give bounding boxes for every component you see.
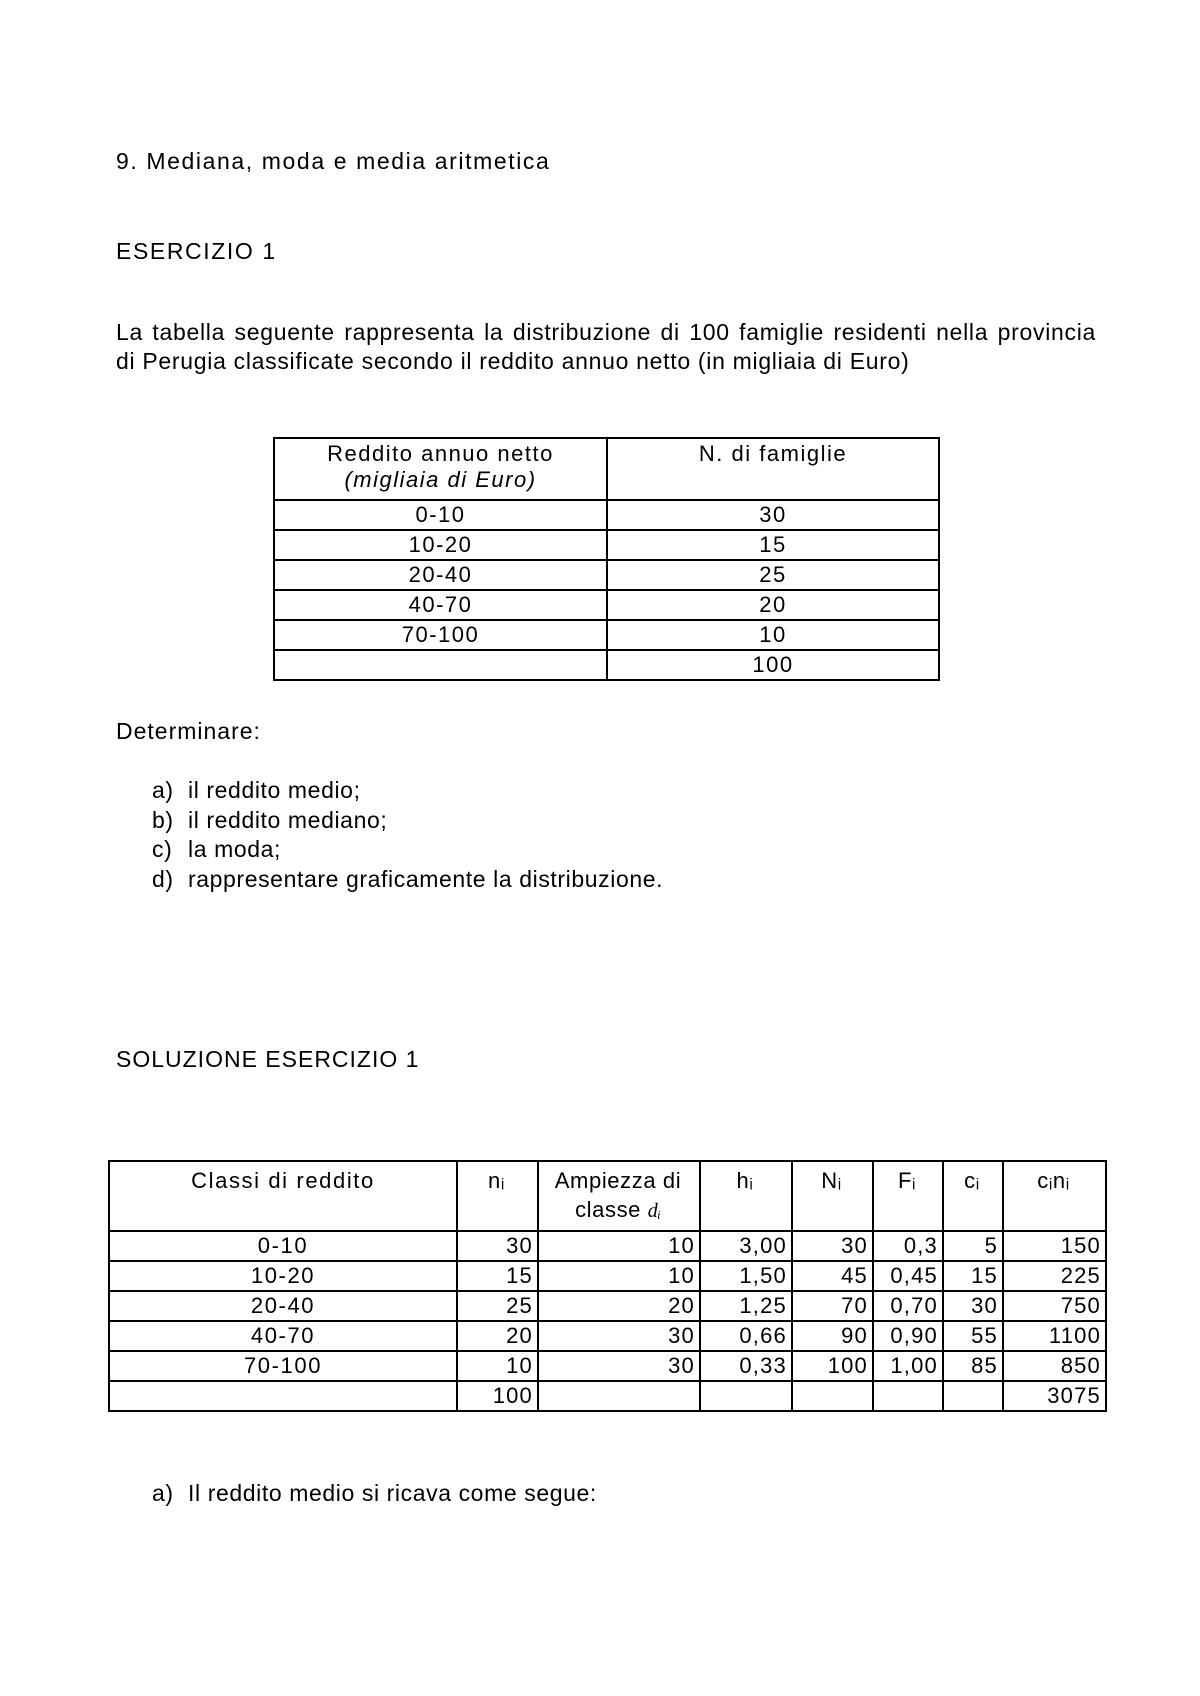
income-class-cell: 0-10 <box>274 500 607 530</box>
solution-table <box>108 1160 1107 1412</box>
Ni-cell: 70 <box>792 1291 873 1321</box>
income-class-cell: 0-10 <box>109 1231 457 1261</box>
class-width-cell: 10 <box>538 1261 700 1291</box>
list-item-letter: c) <box>152 836 173 862</box>
ci-cell <box>943 1381 1003 1411</box>
family-count-cell: 15 <box>607 530 939 560</box>
income-class-cell <box>274 650 607 680</box>
list-item-text: la moda; <box>188 836 282 862</box>
table-row <box>109 1381 1106 1411</box>
income-class-cell: 20-40 <box>109 1291 457 1321</box>
cini-cell: 1100 <box>1003 1321 1106 1351</box>
family-count-cell: 25 <box>607 560 939 590</box>
table-header-row <box>274 438 939 500</box>
ci-cell: 85 <box>943 1351 1003 1381</box>
table-row <box>274 590 939 620</box>
hi-cell: 1,25 <box>700 1291 792 1321</box>
Fi-cell: 0,90 <box>873 1321 943 1351</box>
header-class-width-line2: classe <box>575 1197 642 1222</box>
cini-cell: 750 <box>1003 1291 1106 1321</box>
ci-cell: 30 <box>943 1291 1003 1321</box>
ni-cell: 15 <box>457 1261 538 1291</box>
Ni-cell: 30 <box>792 1231 873 1261</box>
header-families: N. di famiglie <box>607 438 939 500</box>
family-count-cell: 30 <box>607 500 939 530</box>
ni-cell: 10 <box>457 1351 538 1381</box>
table-row <box>274 530 939 560</box>
class-width-cell: 30 <box>538 1321 700 1351</box>
table-row <box>274 650 939 680</box>
Fi-cell: 0,45 <box>873 1261 943 1291</box>
cini-cell: 150 <box>1003 1231 1106 1261</box>
income-class-cell: 70-100 <box>109 1351 457 1381</box>
class-width-cell: 20 <box>538 1291 700 1321</box>
intro-paragraph: La tabella seguente rappresenta la distribuzione di 100 famiglie residenti nella provincia di Perugia classificate secondo il reddito annuo netto (in migliaia di Euro) <box>116 319 1096 374</box>
income-class-cell: 10-20 <box>109 1261 457 1291</box>
hi-cell: 0,33 <box>700 1351 792 1381</box>
ni-cell: 100 <box>457 1381 538 1411</box>
income-class-cell: 20-40 <box>274 560 607 590</box>
income-class-cell: 70-100 <box>274 620 607 650</box>
Ni-cell: 90 <box>792 1321 873 1351</box>
income-class-cell: 10-20 <box>274 530 607 560</box>
hi-cell: 1,50 <box>700 1261 792 1291</box>
ci-cell: 55 <box>943 1321 1003 1351</box>
ni-cell: 20 <box>457 1321 538 1351</box>
income-class-cell: 40-70 <box>109 1321 457 1351</box>
ci-cell: 5 <box>943 1231 1003 1261</box>
list-item-letter: b) <box>152 806 174 833</box>
header-classes: Classi di reddito <box>109 1161 457 1231</box>
table-row <box>109 1321 1106 1351</box>
table-row <box>109 1291 1106 1321</box>
header-hi: hᵢ <box>700 1161 792 1231</box>
header-income <box>274 438 607 500</box>
list-item <box>152 865 663 895</box>
list-item-letter: d) <box>152 865 174 892</box>
list-item <box>152 776 663 806</box>
list-item-text: rappresentare graficamente la distribuzione. <box>188 865 664 892</box>
solution-label: SOLUZIONE ESERCIZIO 1 <box>116 1046 420 1072</box>
header-class-width-symbol: dᵢ <box>647 1200 661 1222</box>
class-width-cell <box>538 1381 700 1411</box>
header-ci: cᵢ <box>943 1161 1003 1231</box>
header-class-width-line1: Ampiezza di <box>554 1168 682 1193</box>
list-item <box>152 835 663 865</box>
income-class-cell: 40-70 <box>274 590 607 620</box>
Fi-cell: 0,3 <box>873 1231 943 1261</box>
Ni-cell: 100 <box>792 1351 873 1381</box>
answer-a <box>152 1479 597 1507</box>
ni-cell: 30 <box>457 1231 538 1261</box>
income-distribution-table <box>273 437 940 681</box>
answer-a-letter: a) <box>152 1480 174 1506</box>
cini-cell: 225 <box>1003 1261 1106 1291</box>
header-cini: cᵢnᵢ <box>1003 1161 1106 1231</box>
hi-cell: 0,66 <box>700 1321 792 1351</box>
ni-cell: 25 <box>457 1291 538 1321</box>
Ni-cell <box>792 1381 873 1411</box>
table-row <box>109 1231 1106 1261</box>
table-row <box>109 1261 1106 1291</box>
header-income-line1: Reddito annuo netto <box>327 441 554 466</box>
list-item-text: il reddito medio; <box>188 777 361 803</box>
table-row <box>109 1351 1106 1381</box>
ci-cell: 15 <box>943 1261 1003 1291</box>
family-count-cell: 100 <box>607 650 939 680</box>
table-row <box>274 500 939 530</box>
family-count-cell: 20 <box>607 590 939 620</box>
family-count-cell: 10 <box>607 620 939 650</box>
Fi-cell: 1,00 <box>873 1351 943 1381</box>
cini-cell: 3075 <box>1003 1381 1106 1411</box>
header-Fi: Fᵢ <box>873 1161 943 1231</box>
Ni-cell: 45 <box>792 1261 873 1291</box>
class-width-cell: 10 <box>538 1231 700 1261</box>
income-class-cell <box>109 1381 457 1411</box>
table-row <box>274 620 939 650</box>
Fi-cell <box>873 1381 943 1411</box>
hi-cell: 3,00 <box>700 1231 792 1261</box>
header-income-unit: (migliaia di Euro) <box>344 467 537 492</box>
table-header-row <box>109 1161 1106 1231</box>
hi-cell <box>700 1381 792 1411</box>
class-width-cell: 30 <box>538 1351 700 1381</box>
answer-a-text: Il reddito medio si ricava come segue: <box>188 1480 597 1506</box>
cini-cell: 850 <box>1003 1351 1106 1381</box>
header-ni: nᵢ <box>457 1161 538 1231</box>
list-item-text: il reddito mediano; <box>188 806 388 833</box>
task-list <box>152 776 663 894</box>
list-item-letter: a) <box>152 777 174 803</box>
table-row <box>274 560 939 590</box>
list-item <box>152 806 663 836</box>
determine-label: Determinare: <box>116 718 261 744</box>
exercise-label: ESERCIZIO 1 <box>116 238 277 264</box>
header-class-width <box>538 1161 700 1231</box>
Fi-cell: 0,70 <box>873 1291 943 1321</box>
header-Ni: Nᵢ <box>792 1161 873 1231</box>
section-title: 9. Mediana, moda e media aritmetica <box>116 148 551 174</box>
